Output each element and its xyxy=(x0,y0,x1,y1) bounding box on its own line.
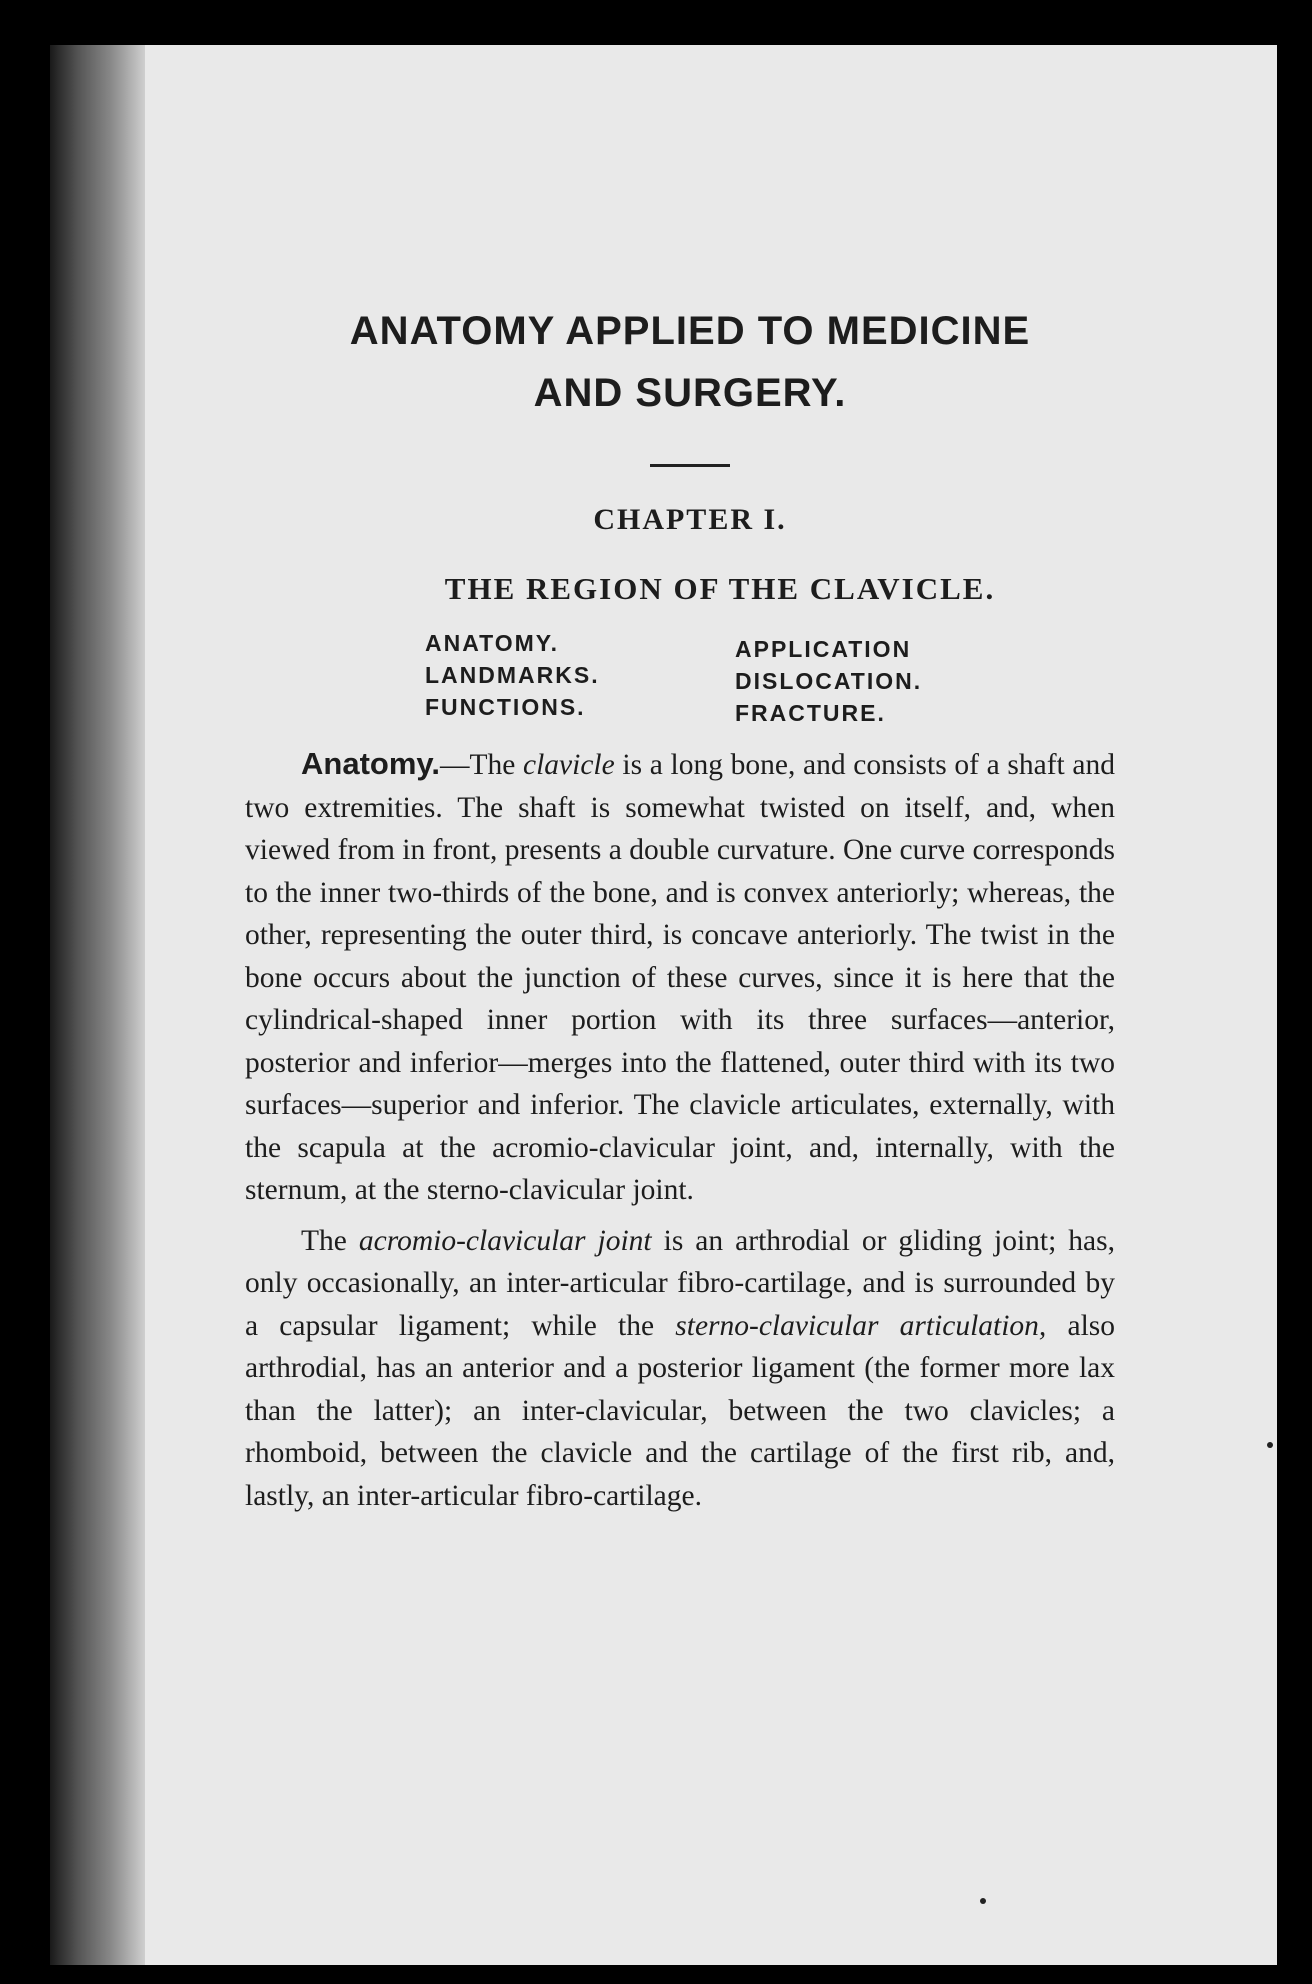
title-rule xyxy=(650,464,730,467)
paragraph-italic-term: acromio-clavicular joint xyxy=(358,1224,652,1257)
region-title: THE REGION OF THE CLAVICLE. xyxy=(444,571,996,606)
topics-right-column xyxy=(735,627,995,729)
book-title-line-1: ANATOMY APPLIED TO MEDICINE xyxy=(349,309,1031,353)
paragraph-joints xyxy=(245,1220,1115,1518)
paragraph-italic-term: sterno-clavicular articulation, xyxy=(675,1309,1047,1342)
topics-list xyxy=(425,627,1115,729)
speck xyxy=(980,1898,986,1904)
paragraph-text: The xyxy=(301,1224,359,1257)
book-title-line-2: AND SURGERY. xyxy=(533,371,847,415)
paragraph-text: is a long bone, and consists of a shaft and two extremities. The shaft is somewhat twisted on itself, and, when viewed from in front, presents a double curvature. One curve corresponds to the inner two-thirds of the bone, and is convex anteriorly; whereas, the other, representing the outer third, is concave anteriorly. The twist in the bone occurs about the junction of these curves, since it is here that the cylindrical-shaped inner portion with its three surfaces—anterior, posterior and inferior—merges into the flattened, outer third with its two surfaces—superior and inferior. The clavicle articulates, externally, with the scapula at the acromio-clavicular joint, and, internally, with the sternum, at the sterno-clavicular joint. xyxy=(245,749,1115,1206)
page-content xyxy=(245,300,1115,1517)
book-title xyxy=(245,300,1115,424)
paragraph-lead: Anatomy. xyxy=(301,746,440,781)
paragraph-anatomy xyxy=(245,743,1115,1212)
chapter-heading: CHAPTER I. xyxy=(593,503,787,536)
topic-anatomy: ANATOMY. xyxy=(425,630,559,656)
topic-functions: FUNCTIONS. xyxy=(425,694,586,720)
paragraph-text: —The xyxy=(439,749,523,781)
paragraph-italic-term: clavicle xyxy=(523,749,615,781)
page-gutter-shadow xyxy=(50,45,145,1965)
topic-landmarks: LANDMARKS. xyxy=(425,662,600,688)
topics-left-column xyxy=(425,627,735,729)
topic-dislocation: DISLOCATION. xyxy=(735,668,923,694)
paragraph-text: also arthrodial, has an anterior and a posterior ligament (the former more lax than the latter); an inter-clavicular, between the two clavicles; a rhomboid, between the clavicle and the cartilage of the first rib, and, lastly, an inter-articular fibro-cartilage. xyxy=(245,1309,1115,1512)
topic-fracture: FRACTURE. xyxy=(735,700,886,726)
paragraph-text: is an arthrodial or gliding joint; has, only occasionally, an inter-articular fibro-cartilage, and is surrounded by a capsular ligament; while the xyxy=(245,1224,1115,1342)
speck xyxy=(1267,1442,1273,1448)
topic-application: APPLICATION xyxy=(735,636,912,662)
